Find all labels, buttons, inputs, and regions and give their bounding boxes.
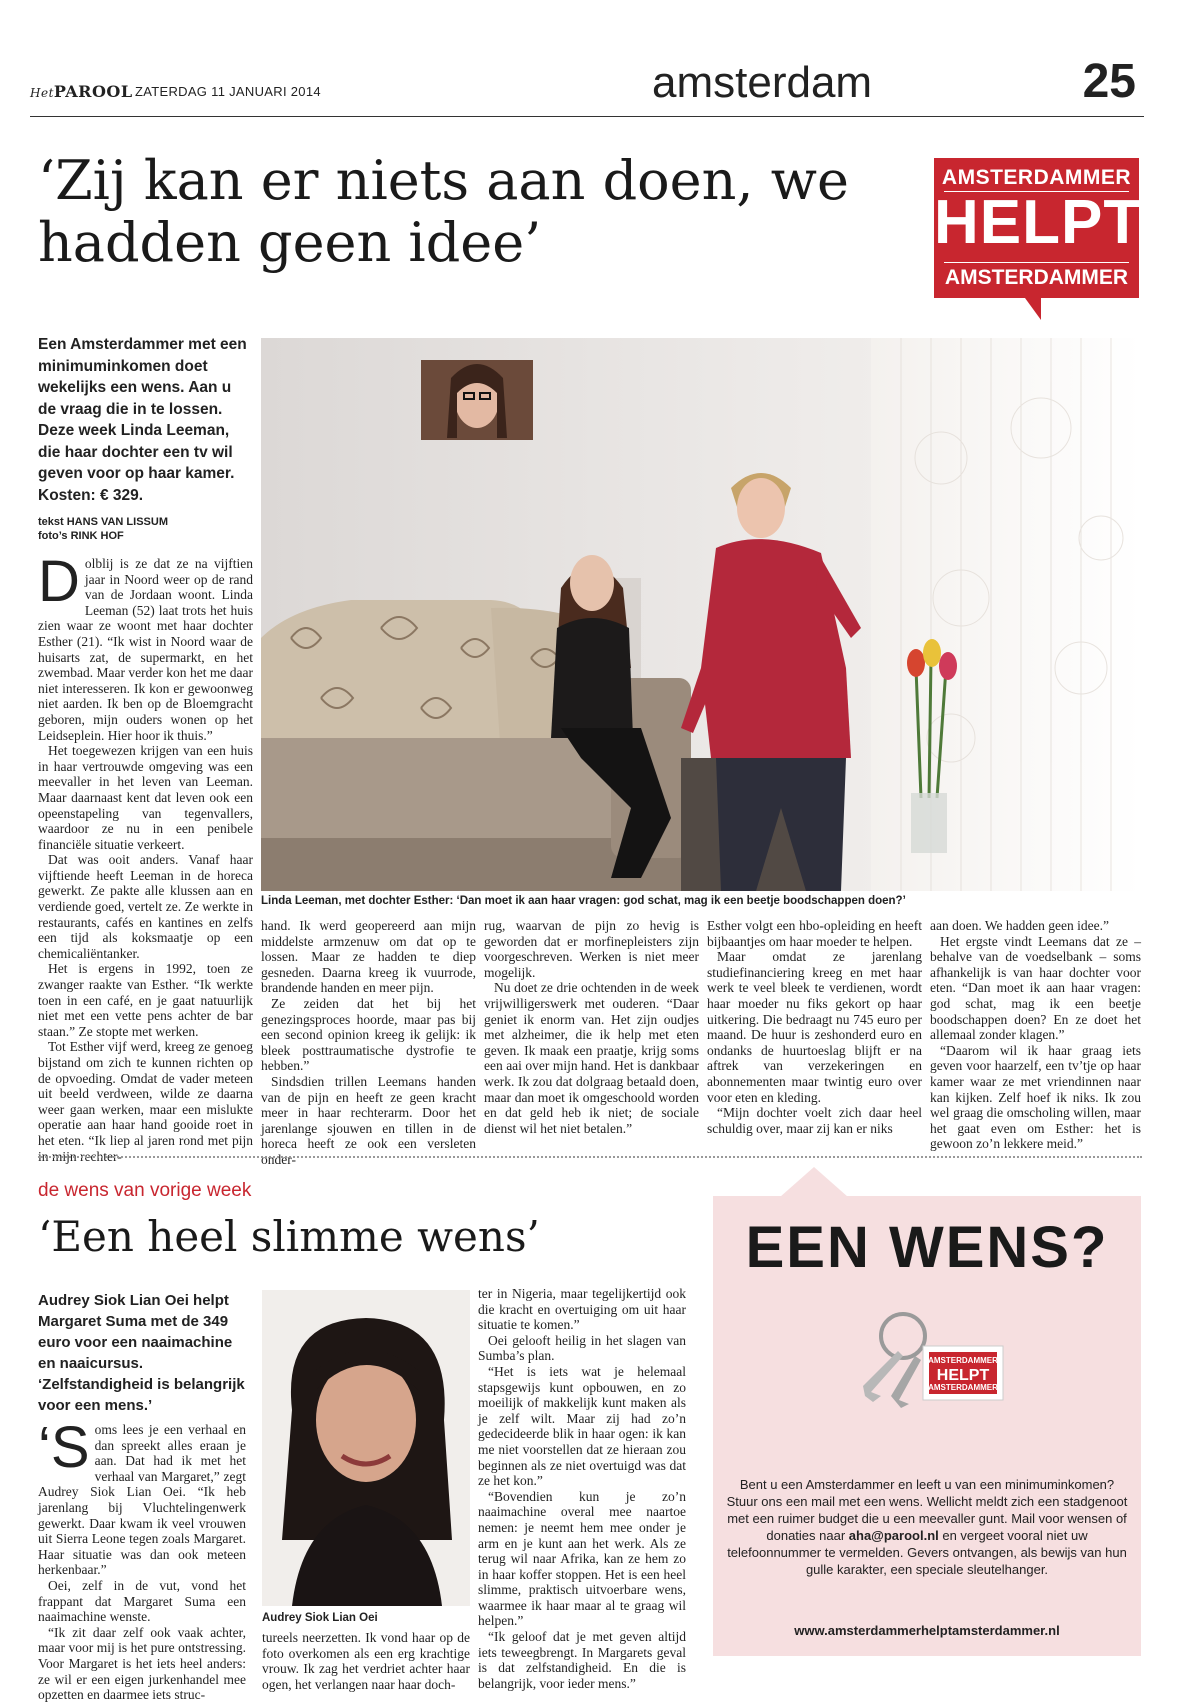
badge-tail bbox=[1025, 298, 1041, 320]
second-article-kicker: de wens van vorige week bbox=[38, 1180, 252, 1201]
wish-text-part: en vergeet vooral niet uw telefoonnummer te vermelden. Gevers ontvangen, als bewijs van hun gulle karakter, een speciale sleutelhanger. bbox=[727, 1528, 1127, 1577]
article-column-5 bbox=[930, 918, 1141, 1152]
logo-prefix: Het bbox=[30, 86, 54, 100]
issue-date: ZATERDAG 11 JANUARI 2014 bbox=[135, 84, 321, 99]
article-credits bbox=[38, 515, 253, 543]
wish-text bbox=[725, 1476, 1129, 1578]
second-column-3 bbox=[478, 1286, 686, 1691]
portrait-caption: Audrey Siok Lian Oei bbox=[262, 1612, 378, 1624]
paragraph: “Ik zit daar zelf ook vaak achter, maar voor mij is het pure ontstressing. Voor Margaret is het iets heel anders: ze wil er een eigen jurkenhandel mee opzetten en daarmee iets struc- bbox=[38, 1624, 246, 1703]
paragraph: Oei, zelf in de vut, vond het frappant dat Margaret Suma een naaimachine wenste. bbox=[38, 1577, 246, 1625]
keychain-line-2: HELPT bbox=[936, 1367, 990, 1384]
article-column-1 bbox=[38, 549, 253, 1164]
newspaper-logo bbox=[30, 82, 133, 101]
article-column-2 bbox=[261, 918, 476, 1168]
paragraph: oms lees je een verhaal en dan spreekt alles eraan je aan. Dat had ik met het verhaal van Margaret,” zegt Audrey Siok Lian Oei. “Ik heb jarenlang bij Vluchtelingenwerk gewerkt. Daar kwam ik veel vrouwen uit Sierra Leone tegen zoals Margaret. Haar situatie was dan ook meteen herkenbaar.” bbox=[38, 1422, 246, 1578]
paragraph: “Het is iets wat je helemaal stapsgewijs kunt opbouwen, en zo moeilijk of makkelijk kunt maken als je zelf wilt. Maar zij had zo’n gedecideerde blik in haar ogen: ik kan me niet voorstellen dat ze hieraan zou beginnen als ze niet overtuigd was dat ze het kon.” bbox=[478, 1363, 686, 1489]
living-room-illustration bbox=[261, 338, 1141, 891]
keychain-line-3: AMSTERDAMMER bbox=[928, 1383, 998, 1392]
paragraph: ter in Nigeria, maar tegelijkertijd ook die kracht en overtuiging om uit haar situatie te komen.” bbox=[478, 1286, 686, 1333]
dropcap: ‘S bbox=[38, 1415, 90, 1480]
paragraph: Oei gelooft heilig in het slagen van Sumba’s plan. bbox=[478, 1332, 686, 1364]
badge-line-3: AMSTERDAMMER bbox=[944, 266, 1129, 289]
section-divider bbox=[38, 1156, 1142, 1158]
paragraph: Het ergste vindt Leemans dat ze – behalve van de voedselbank – soms afhankelijk is van haar dochter voor eten. “Dan moet ik aan haar vragen: god schat, mag ik een beetje boodschappen doen? En ze doet het allemaal zonder klagen.” bbox=[930, 933, 1141, 1043]
paragraph: tureels neerzetten. Ik vond haar op de foto overkomen als een erg krachtige vrouw. Ik zag het verdriet achter haar ogen, het verlangen naar haar doch- bbox=[262, 1630, 470, 1692]
page-number: 25 bbox=[1082, 55, 1136, 108]
email-link[interactable]: aha@parool.nl bbox=[848, 1528, 939, 1543]
section-title: amsterdam bbox=[652, 58, 873, 107]
credit-text: tekst HANS VAN LISSUM bbox=[38, 516, 168, 528]
portrait-photo bbox=[262, 1290, 470, 1606]
paragraph: Het is ergens in 1992, toen ze zwanger raakte van Esther. “Ik werkte toen in een café, en je gaat natuurlijk niet met een vette pens achter de bar staan.” Ze stopte met werken. bbox=[38, 961, 253, 1039]
masthead bbox=[30, 54, 1144, 117]
dropcap: D bbox=[38, 549, 80, 614]
wish-title: EEN WENS? bbox=[745, 1215, 1109, 1280]
amsterdammer-helpt-badge bbox=[934, 158, 1143, 298]
paragraph: Maar omdat ze jarenlang studiefinanciering kreeg en met haar werk te veel bleek te verdienen, wordt haar moeder nu fiks gekort op haar uitkering. Die bedraagt nu 745 euro per maand. De huur is zeshonderd euro en ondanks de huurtoeslag blijft er na aftrek van verzekeringen en abonnementen maar twintig euro over voor eten en kleding. bbox=[707, 949, 922, 1105]
main-photo bbox=[261, 338, 1141, 891]
article-intro: Een Amsterdammer met een minimuminkomen doet wekelijks een wens. Aan u de vraag die in te lossen. Deze week Linda Leeman, die haar dochter een tv wil geven voor op haar kamer. Kosten: € 329. bbox=[38, 336, 247, 504]
paragraph: hand. Ik werd geopereerd aan mijn middelste armzenuw om dat op te lossen. Maar ze hadden te diep gesneden. Daarna kreeg ik vuurrode, brandende handen en meer pijn. bbox=[261, 918, 476, 996]
paragraph: Esther volgt een hbo-opleiding en heeft bijbaantjes om haar moeder te helpen. bbox=[707, 918, 922, 949]
paragraph: “Daarom wil ik haar graag iets geven voor haarzelf, een tv’tje op haar kamer waar ze met vriendinnen naar kan kijken. Zelf hoef ik niks. Ik zou wel graag die omscholing willen, maar het gaat even om Esther: het is gewoon zo’n lekkere meid.” bbox=[930, 1042, 1141, 1152]
second-column-1 bbox=[38, 1415, 246, 1703]
page-headline: ‘Zij kan er niets aan doen, we hadden geen idee’ bbox=[38, 149, 849, 274]
credit-photo: foto’s RINK HOF bbox=[38, 530, 124, 542]
paragraph: Nu doet ze drie ochtenden in de week vrijwilligerswerk met ouderen. “Daar geniet ik enorm van. Het zijn oudjes met alzheimer, die ik help met eten geven. Ik maak een praatje, krijg soms een aai over mijn hand. Het is dankbaar werk. Ik zou dat dolgraag betaald doen, maar dan moet ik omgeschoold worden en dat geld heb ik niet; de sociale dienst wil het niet betalen.” bbox=[484, 980, 699, 1136]
second-column-2 bbox=[262, 1630, 470, 1692]
paragraph: “Ik geloof dat je met geven altijd iets teweegbrengt. In Margarets geval is dat zelfstandigheid. En die is belangrijk, voor ieder mens.” bbox=[478, 1629, 686, 1691]
paragraph: rug, waarvan de pijn zo hevig is geworden dat er morfinepleisters zijn voorgeschreven. Werken is niet meer mogelijk. bbox=[484, 918, 699, 980]
keychain-line-1: AMSTERDAMMER bbox=[928, 1356, 998, 1365]
paragraph: aan doen. We hadden geen idee.” bbox=[930, 918, 1109, 933]
wish-text-part: Bent u een Amsterdammer en leeft u van een minimuminkomen? Stuur ons een mail met een wens. Wellicht meldt zich een stadgenoot met een ruimer budget die u een meevaller gunt. Mail voor wensen of donaties naar bbox=[726, 1477, 1128, 1543]
article-column-3 bbox=[484, 918, 699, 1136]
paragraph: Het toegewezen krijgen van een huis in haar vertrouwde omgeving was een meevaller in het leven van Leeman. Maar daarnaast kent dat leven ook een opeenstapeling van tegenvallers, waardoor ze nu in een penibele financiële situatie verkeert. bbox=[38, 743, 253, 852]
badge-rule-bottom bbox=[944, 262, 1129, 263]
paragraph: Sindsdien trillen Leemans handen van de pijn en heeft ze geen kracht meer in haar rechterarm. Door het jarenlange sjouwen en tillen in de horeca heeft ze ook een versleten onder- bbox=[261, 1073, 476, 1167]
paragraph: Tot Esther vijf werd, kreeg ze genoeg bijstand om zich te kunnen richten op de opvoeding. Omdat de vader meteen uit beeld verdween, wilde ze daarna weer gaan werken, maar een mislukte operatie aan haar hand gooide roet in het eten. “Ik liep al jaren rond met pijn in mijn rechter- bbox=[38, 1039, 253, 1164]
photo-caption: Linda Leeman, met dochter Esther: ‘Dan moet ik aan haar vragen: god schat, mag ik een beetje boodschappen doen?’ bbox=[261, 895, 906, 907]
second-article-headline: ‘Een heel slimme wens’ bbox=[38, 1212, 540, 1261]
badge-line-1: AMSTERDAMMER bbox=[941, 166, 1132, 189]
paragraph: “Bovendien kun je zo’n naaimachine overal mee naartoe nemen: je neemt hem mee onder je arm en je kunt aan het werk. Als ze terug wil naar Afrika, kan ze hem zo in haar koffer stoppen. Het is een heel slimme, praktisch uitvoerbare wens, waarmee ik haar maar al te graag wil helpen.” bbox=[478, 1488, 686, 1629]
logo-name: PAROOL bbox=[53, 82, 133, 101]
paragraph: “Mijn dochter voelt zich daar heel schuldig over, maar zij kan er niks bbox=[707, 1105, 922, 1136]
paragraph: Dat was ooit anders. Vanaf haar vijftiende heeft Leeman in de horeca gewerkt. Ze pakte alle klussen aan en verdiende goed, vertelt ze. Ze werkte in restaurants, cafés en kantines en zelfs een tijd als koksmaatje op een chemicaliëntanker. bbox=[38, 852, 253, 961]
article-column-4 bbox=[707, 918, 922, 1136]
badge-line-2: HELPT bbox=[934, 188, 1143, 257]
website-link[interactable]: www.amsterdammerhelptamsterdammer.nl bbox=[794, 1623, 1060, 1638]
keychain-icon bbox=[843, 1296, 1023, 1416]
paragraph: Ze zeiden dat het bij het genezingsproces hoorde, maar pas bij een second opinion kreeg ik gelijk: ik bleek posttraumatische dystrofie te hebben.” bbox=[261, 995, 476, 1074]
second-article-intro: Audrey Siok Lian Oei helpt Margaret Suma met de 349 euro voor een naaimachine en naaicursus. ‘Zelfstandigheid is belangrijk voor een mens.’ bbox=[38, 1292, 245, 1414]
wish-box-notch bbox=[780, 1167, 848, 1197]
portrait-illustration bbox=[262, 1290, 470, 1606]
paragraph: olblij is ze dat ze na vijftien jaar in Noord weer op de rand van de Jordaan woont. Linda Leeman (52) laat trots het huis zien waar ze woont met haar dochter Esther (21). “Ik wist in Noord waar de huisarts zat, de supermarkt, en het zwembad. Maar verder kon het me daar niet interesseren. Ik kon er gewoonweg niet aarden. Ik ben op de Bloemgracht geboren, mijn ouders wonen op het Leidseplein. Hier hoor ik thuis.” bbox=[38, 556, 253, 743]
